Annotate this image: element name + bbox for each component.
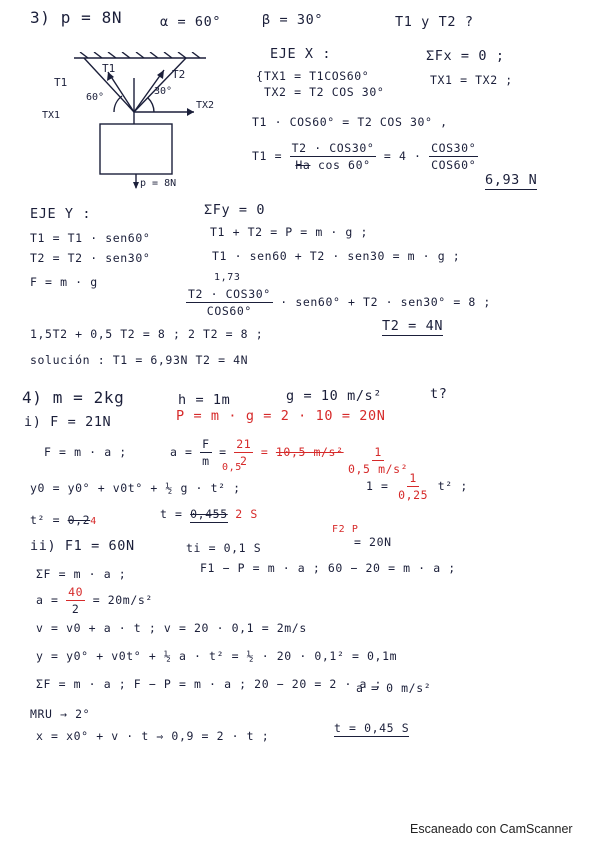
label-tx1: TX1 — [42, 110, 61, 121]
label-p: p = 8N — [140, 178, 177, 189]
camscanner-watermark: Escaneado con CamScanner — [410, 822, 573, 836]
problem4-height: h = 1m — [178, 392, 231, 408]
ejey-final-result: T2 = 4N — [382, 318, 444, 334]
ejey-line-3: F = m · g — [30, 275, 98, 289]
part-ii-weight: = 20N — [354, 535, 392, 549]
part-i-acceleration: a = $\frac{F}{m}$ = $\frac{21}{2}$ = 10,5 m/s² — [170, 437, 344, 468]
part-ii-velocity: v = v0 + a · t ; v = 20 · 0,1 = 2m/s — [36, 621, 307, 635]
ejex-system-2: TX2 = T2 COS 30° — [264, 85, 385, 99]
ejey-sumfy: ΣFy = 0 — [204, 202, 266, 218]
ejey-final: 1,5T2 + 0,5 T2 = 8 ; 2 T2 = 8 ; — [30, 327, 264, 341]
part-ii-sumf: ΣF = m · a ; — [36, 567, 127, 581]
part-i-label: i) F = 21N — [24, 414, 112, 430]
part-ii-time: ti = 0,1 S — [186, 541, 262, 555]
part-ii-mru-eq: x = x0° + v · t ⇒ 0,9 = 2 · t ; — [36, 729, 270, 743]
ejex-title: EJE X : — [270, 46, 332, 62]
part-ii-sumf-2: ΣF = m · a ; F − P = m · a ; 20 − 20 = 2 · a ; — [36, 677, 383, 691]
ejey-title: EJE Y : — [30, 206, 92, 222]
part-ii-newton: F1 − P = m · a ; 60 − 20 = m · a ; — [200, 561, 456, 575]
part-ii-acceleration: a = $\frac{40}{2}$ = 20m/s² — [36, 585, 153, 616]
label-angle-30: 30° — [154, 86, 173, 97]
ejey-right-2: T1 · sen60 + T2 · sen30 = m · g ; — [212, 249, 461, 263]
problem3-solution: solución : T1 = 6,93N T2 = 4N — [30, 353, 249, 367]
ejex-line-1: T1 · COS60° = T2 COS 30° , — [252, 115, 448, 129]
problem4-title: 4) m = 2kg — [22, 388, 125, 407]
ejex-brace: { — [256, 69, 264, 83]
part-ii-label: ii) F1 = 60N — [30, 538, 135, 554]
label-tx2: TX2 — [196, 100, 215, 111]
beta-value: β = 30° — [262, 12, 324, 28]
part-i-red-05: 0,5 — [222, 462, 242, 473]
part-ii-final-result: t = 0,45 S — [334, 721, 410, 735]
ejex-equality: TX1 = TX2 ; — [430, 73, 513, 87]
part-ii-red-labels: F2 P — [332, 524, 359, 535]
ejex-result-t1: 6,93 N — [485, 172, 538, 188]
label-t2: T2 — [172, 68, 186, 81]
problem4-gravity: g = 10 m/s² — [286, 388, 383, 404]
problem3-question: T1 y T2 ? — [395, 14, 474, 30]
rope-t2 — [134, 58, 186, 112]
ejey-line-1: T1 = T1 · sen60° — [30, 231, 151, 245]
ejey-right-1: T1 + T2 = P = m · g ; — [210, 225, 368, 239]
ejex-line-2: T1 = $\frac{\text{T2 · COS30°}}{\text{Ha cos 60°}}$ = 4 · $\frac{\text{COS30°}}{\text{COS60°}}$ — [252, 141, 477, 172]
problem3-title: 3) p = 8N — [30, 8, 123, 27]
label-t1-vector: T1 — [102, 62, 116, 75]
part-ii-mru: MRU → 2° — [30, 707, 91, 721]
part-i-position-eq: y0 = y0° + v0t° + ½ g · t² ; — [30, 481, 241, 495]
part-ii-acc-zero: a = 0 m/s² — [356, 681, 432, 695]
part-i-t-squared: t² = 0,24 — [30, 513, 97, 527]
part-i-time-eq: 1 = $\frac{1}{0,25}$ t² ; — [366, 471, 468, 502]
part-i-weight: P = m · g = 2 · 10 = 20N — [176, 408, 386, 424]
label-t1: T1 — [54, 76, 68, 89]
problem4-question: t? — [430, 386, 448, 402]
ejey-right-3: 1,73 — [214, 272, 241, 283]
force-diagram — [36, 52, 236, 192]
label-angle-60: 60° — [86, 92, 105, 103]
ejey-line-2: T2 = T2 · sen30° — [30, 251, 151, 265]
part-i-newton: F = m · a ; — [44, 445, 127, 459]
hanging-block — [100, 124, 172, 174]
part-i-acceleration-result: $\frac{1}{\text{0,5 m/s²}}$ — [348, 445, 409, 476]
ejex-sumfx: ΣFx = 0 ; — [426, 48, 505, 64]
alpha-value: α = 60° — [160, 14, 222, 30]
part-i-t-result: t = 0,455 2 S — [160, 507, 258, 521]
ejey-right-4: $\frac{\text{T2 · COS30°}}{\text{COS60°}}$ · sen60° + T2 · sen30° = 8 ; — [188, 287, 491, 318]
part-ii-position: y = y0° + v0t° + ½ a · t² = ½ · 20 · 0,1² = 0,1m — [36, 649, 398, 663]
ejex-system-1: TX1 = T1COS60° — [264, 69, 370, 83]
